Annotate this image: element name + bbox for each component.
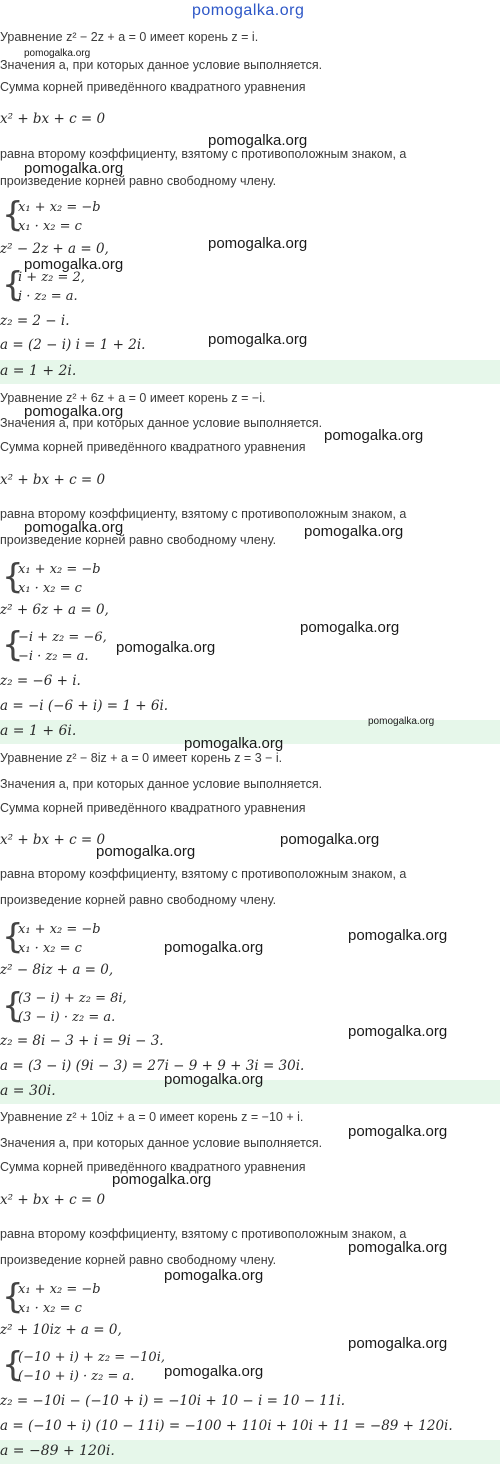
problem-3-poly: x² + bx + c = 0 bbox=[0, 832, 106, 848]
watermark: pomogalka.org bbox=[24, 160, 124, 177]
problem-3-vieta-2: произведение корней равно свободному члену. bbox=[0, 893, 277, 907]
problem-1-vieta-1: равна второму коэффициенту, взятому с противоположным знаком, а bbox=[0, 147, 407, 161]
watermark: pomogalka.org bbox=[348, 1023, 448, 1040]
watermark: pomogalka.org bbox=[280, 831, 380, 848]
problem-2-poly: x² + bx + c = 0 bbox=[0, 472, 106, 488]
watermark: pomogalka.org bbox=[304, 523, 404, 540]
problem-4-find: Значения a, при которых данное условие выполняется. bbox=[0, 1136, 323, 1150]
problem-1-poly: x² + bx + c = 0 bbox=[0, 111, 106, 127]
watermark: pomogalka.org bbox=[348, 927, 448, 944]
watermark: pomogalka.org bbox=[164, 1071, 264, 1088]
problem-2-step-1: z₂ = −6 + i. bbox=[0, 673, 81, 689]
brace-icon: { bbox=[2, 1277, 24, 1317]
watermark: pomogalka.org bbox=[348, 1335, 448, 1352]
problem-1-answer-band bbox=[0, 360, 500, 384]
brace-icon: { bbox=[2, 986, 24, 1026]
problem-1-equation: z² − 2z + a = 0, bbox=[0, 241, 109, 257]
watermark: pomogalka.org bbox=[24, 403, 124, 420]
system-row: −i · z₂ = a. bbox=[18, 649, 89, 664]
problem-4-vieta-intro: Сумма корней приведённого квадратного уравнения bbox=[0, 1160, 306, 1174]
problem-2-vieta-intro: Сумма корней приведённого квадратного уравнения bbox=[0, 440, 306, 454]
watermark: pomogalka.org bbox=[208, 331, 308, 348]
problem-4-vieta-1: равна второму коэффициенту, взятому с противоположным знаком, а bbox=[0, 1227, 407, 1241]
watermark: pomogalka.org bbox=[184, 735, 284, 752]
system-row: −i + z₂ = −6, bbox=[18, 630, 107, 645]
problem-3-equation: z² − 8iz + a = 0, bbox=[0, 962, 114, 978]
problem-4-statement: Уравнение z² + 10iz + a = 0 имеет корень z = −10 + i. bbox=[0, 1110, 304, 1124]
watermark: pomogalka.org bbox=[208, 132, 308, 149]
watermark: pomogalka.org bbox=[112, 1171, 212, 1188]
problem-1-vieta-intro: Сумма корней приведённого квадратного уравнения bbox=[0, 80, 306, 94]
problem-1-system-b bbox=[2, 265, 202, 308]
system-row: (−10 + i) · z₂ = a. bbox=[18, 1369, 135, 1384]
problem-2-find: Значения a, при которых данное условие выполняется. bbox=[0, 416, 323, 430]
problem-1-step-1: z₂ = 2 − i. bbox=[0, 313, 70, 329]
brace-icon: { bbox=[2, 557, 24, 597]
system-row: i · z₂ = a. bbox=[18, 289, 78, 304]
problem-3-statement: Уравнение z² − 8iz + a = 0 имеет корень z = 3 − i. bbox=[0, 751, 283, 765]
problem-3-answer: a = 30i. bbox=[0, 1083, 56, 1099]
problem-3-vieta-intro: Сумма корней приведённого квадратного уравнения bbox=[0, 801, 306, 815]
problem-3-step-1: z₂ = 8i − 3 + i = 9i − 3. bbox=[0, 1033, 164, 1049]
watermark: pomogalka.org bbox=[24, 256, 124, 273]
problem-2-equation: z² + 6z + a = 0, bbox=[0, 602, 109, 618]
watermark: pomogalka.org bbox=[348, 1123, 448, 1140]
system-row: x₁ + x₂ = −b bbox=[18, 922, 101, 937]
problem-2-step-2: a = −i (−6 + i) = 1 + 6i. bbox=[0, 698, 169, 714]
watermark: pomogalka.org bbox=[116, 639, 216, 656]
problem-1-statement: Уравнение z² − 2z + a = 0 имеет корень z = i. bbox=[0, 30, 259, 44]
problem-4-system-a bbox=[2, 1277, 202, 1320]
brace-icon: { bbox=[2, 195, 24, 235]
problem-2-vieta-2: произведение корней равно свободному члену. bbox=[0, 533, 277, 547]
problem-1-vieta-2: произведение корней равно свободному члену. bbox=[0, 174, 277, 188]
problem-4-step-1: z₂ = −10i − (−10 + i) = −10i + 10 − i = 10 − 11i. bbox=[0, 1393, 346, 1409]
watermark: pomogalka.org bbox=[324, 427, 424, 444]
problem-2-answer: a = 1 + 6i. bbox=[0, 723, 77, 739]
problem-1-answer: a = 1 + 2i. bbox=[0, 363, 77, 379]
problem-3-vieta-1: равна второму коэффициенту, взятому с противоположным знаком, а bbox=[0, 867, 407, 881]
problem-4-equation: z² + 10iz + a = 0, bbox=[0, 1322, 122, 1338]
brace-icon: { bbox=[2, 625, 24, 665]
brace-icon: { bbox=[2, 1345, 24, 1385]
problem-3-find: Значения a, при которых данное условие выполняется. bbox=[0, 777, 323, 791]
system-row: (3 − i) + z₂ = 8i, bbox=[18, 991, 127, 1006]
watermark: pomogalka.org bbox=[348, 1239, 448, 1256]
brace-icon: { bbox=[2, 917, 24, 957]
system-row: (3 − i) · z₂ = a. bbox=[18, 1010, 116, 1025]
problem-4-answer: a = −89 + 120i. bbox=[0, 1443, 115, 1459]
problem-4-poly: x² + bx + c = 0 bbox=[0, 1192, 106, 1208]
problem-4-answer-band bbox=[0, 1440, 500, 1464]
problem-1-step-2: a = (2 − i) i = 1 + 2i. bbox=[0, 337, 146, 353]
watermark: pomogalka.org bbox=[164, 1267, 264, 1284]
watermark: pomogalka.org bbox=[24, 48, 91, 59]
system-row: x₁ · x₂ = c bbox=[18, 581, 82, 596]
problem-2-statement: Уравнение z² + 6z + a = 0 имеет корень z = −i. bbox=[0, 391, 266, 405]
problem-4-vieta-2: произведение корней равно свободному члену. bbox=[0, 1253, 277, 1267]
problem-2-system-a bbox=[2, 557, 202, 600]
watermark: pomogalka.org bbox=[96, 843, 196, 860]
watermark: pomogalka.org bbox=[300, 619, 400, 636]
problem-3-step-2: a = (3 − i) (9i − 3) = 27i − 9 + 9 + 3i = 30i. bbox=[0, 1058, 305, 1074]
problem-1-find: Значения a, при которых данное условие выполняется. bbox=[0, 58, 323, 72]
watermark: pomogalka.org bbox=[164, 939, 264, 956]
system-row: i + z₂ = 2, bbox=[18, 270, 85, 285]
system-row: x₁ + x₂ = −b bbox=[18, 200, 101, 215]
watermark: pomogalka.org bbox=[24, 519, 124, 536]
watermark: pomogalka.org bbox=[208, 235, 308, 252]
problem-1-system-a bbox=[2, 195, 202, 238]
system-row: (−10 + i) + z₂ = −10i, bbox=[18, 1350, 165, 1365]
watermark: pomogalka.org bbox=[164, 1363, 264, 1380]
header-watermark: pomogalka.org bbox=[192, 2, 305, 19]
problem-4-step-2: a = (−10 + i) (10 − 11i) = −100 + 110i + 10i + 11 = −89 + 120i. bbox=[0, 1418, 453, 1434]
brace-icon: { bbox=[2, 265, 24, 305]
system-row: x₁ + x₂ = −b bbox=[18, 1282, 101, 1297]
problem-2-vieta-1: равна второму коэффициенту, взятому с противоположным знаком, а bbox=[0, 507, 407, 521]
system-row: x₁ · x₂ = c bbox=[18, 941, 82, 956]
watermark: pomogalka.org bbox=[368, 716, 435, 727]
system-row: x₁ · x₂ = c bbox=[18, 219, 82, 234]
system-row: x₁ · x₂ = c bbox=[18, 1301, 82, 1316]
problem-3-system-b bbox=[2, 986, 202, 1029]
system-row: x₁ + x₂ = −b bbox=[18, 562, 101, 577]
